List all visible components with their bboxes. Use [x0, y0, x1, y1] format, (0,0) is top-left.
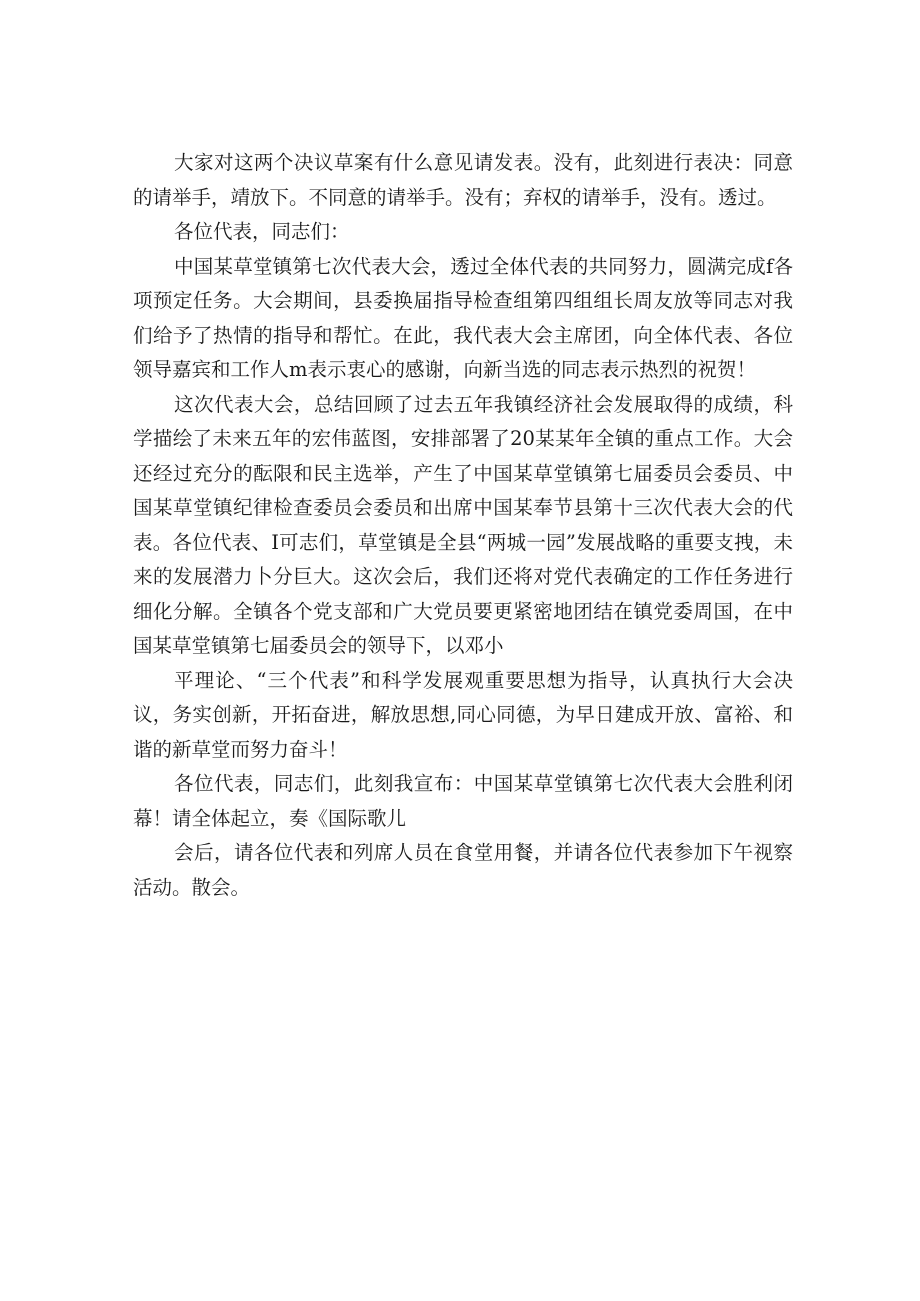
paragraph-salutation: 各位代表，同志们：	[174, 220, 350, 243]
paragraph-vote: 大家对这两个决议草案有什么意见请发表。没有，此刻进行表决：同意的请举手，靖放下。不同意的请举手。没有；弃权的请举手，没有。透过。	[133, 151, 793, 209]
paragraph-summary: 这次代表大会，总结回顾了过去五年我镇经济社会发展取得的成绩，科学描绘了未来五年的宏伟蓝图，安排部署了20某某年全镇的重点工作。大会还经过充分的酝限和民主选举，产生了中国某草堂镇第七届委员会委员、中国某草堂镇纪律检查委员会委员和出席中国某奉节县第十三次代表大会的代表。各位代表、I可志们，草堂镇是全县“两城一园”发展战略的重要支拽，未来的发展潜力卜分巨大。这次会后，我们还将对党代表确定的工作任务进行细化分解。全镇各个党支部和广大党员要更紧密地团结在镇党委周国，在中国某草堂镇第七届委员会的领导下，以邓小	[133, 392, 793, 657]
paragraph-closing: 各位代表，同志们，此刻我宣布：中国某草堂镇第七次代表大会胜利闭幕！请全体起立，奏《国际歌儿	[133, 772, 793, 830]
paragraph-guidance: 平理论、“三个代表”和科学发展观重要思想为指导，认真执行大会决议，务实创新，开拓奋进，解放思想,同心同德，为早日建成开放、富裕、和谐的新草堂而努力奋斗！	[133, 668, 793, 761]
document-body	[133, 146, 793, 905]
paragraph-thanks: 中国某草堂镇第七次代表大会，透过全体代表的共同努力，圆满完成f各项预定任务。大会期间，县委换届指导检查组第四组组长周友放等同志对我们给予了热情的指导和帮忙。在此，我代表大会主席团，向全体代表、各位领导嘉宾和工作人m表示衷心的感谢，向新当选的同志表示热烈的祝贺！	[133, 254, 793, 381]
paragraph-dismissal: 会后，请各位代表和列席人员在食堂用餐，并请各位代表参加下午视察活动。散会。	[133, 841, 793, 899]
